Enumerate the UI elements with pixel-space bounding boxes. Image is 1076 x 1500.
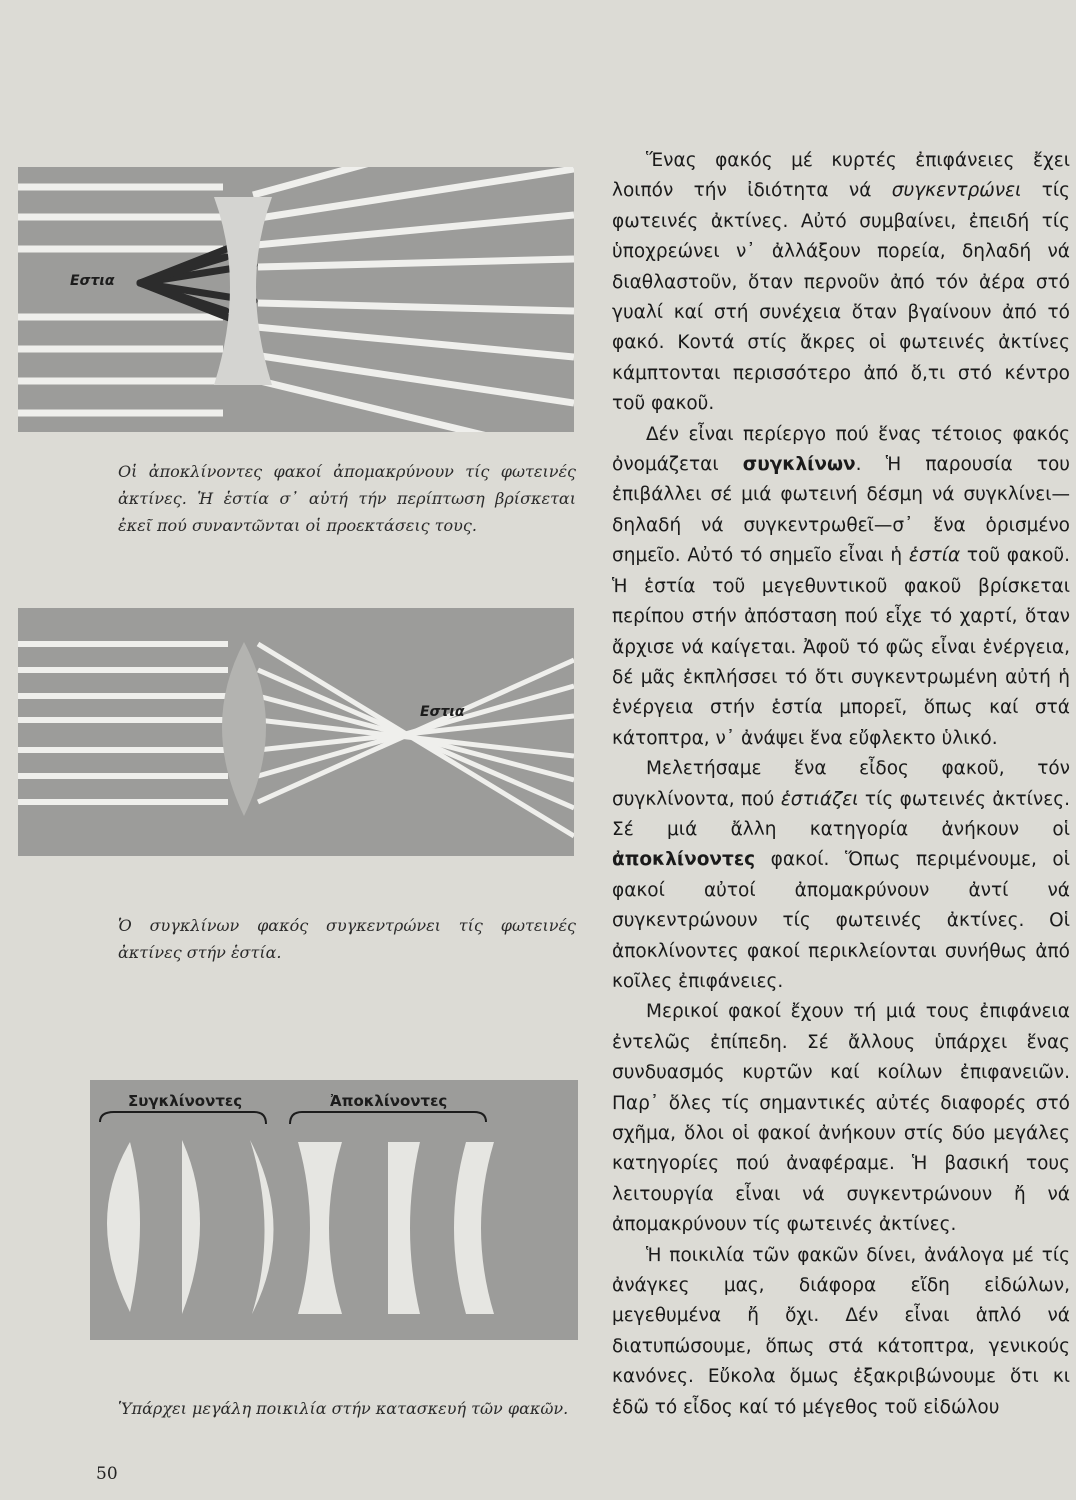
figure-diverging-lens (18, 167, 574, 432)
figure-lens-types (90, 1080, 578, 1340)
figure-converging-lens (18, 608, 574, 856)
convex-meniscus-lens (250, 1140, 274, 1314)
main-text (612, 146, 1070, 1423)
caption-diverging: Οἱ ἀποκλίνοντες φακοί ἀπομακρύνουν τίς φωτεινές ἀκτίνες. Ἡ ἑστία σ᾽ αὐτή τήν περίπτωση βρίσκεται ἐκεῖ πού συναντῶνται οἱ προεκτάσεις τους. (118, 462, 576, 535)
caption-converging: Ὁ συγκλίνων φακός συγκεντρώνει τίς φωτεινές ἀκτίνες στήν ἑστία. (118, 916, 576, 962)
plano-concave-lens (388, 1142, 420, 1314)
diverging-lens-shape (214, 197, 272, 385)
paragraph: Μελετήσαμε ἕνα εἶδος φακοῦ, τόν συγκλίνοντα, πού ἑστιάζει τίς φωτεινές ἀκτίνες. Σέ μιά ἄλλη κατηγορία ἀνήκουν οἱ ἀποκλίνοντες φακοί. Ὅπως περιμένουμε, οἱ φακοί αὐτοί ἀπομακρύνουν ἀντί νά συγκεντρώνουν τίς φωτεινές ἀκτίνες. Οἱ ἀποκλίνοντες φακοί περικλείονται συνήθως ἀπό κοῖλες ἐπιφάνειες. (612, 758, 1070, 992)
paragraph: Δέν εἶναι περίεργο πού ἕνας τέτοιος φακός ὀνομάζεται συγκλίνων. Ἡ παρουσία του ἐπιβάλλει σέ μιά φωτεινή δέσμη νά συγκλίνει—δηλαδή νά συγκεντρωθεῖ—σ᾽ ἕνα ὁρισμένο σημεῖο. Αὐτό τό σημεῖο εἶναι ἡ ἑστία τοῦ φακοῦ. Ἡ ἑστία τοῦ μεγεθυντικοῦ φακοῦ βρίσκεται περίπου στήν ἀπόσταση πού εἶχε τό χαρτί, ὅταν ἄρχισε νά καίγεται. Ἀφοῦ τό φῶς εἶναι ἐνέργεια, δέ μᾶς ἐκπλήσσει τό ὅτι συγκεντρωμένη αὐτή ἡ ἐνέργεια στήν ἑστία μπορεῖ, ὅπως καί στά κάτοπτρα, ν᾽ ἀνάψει ἕνα εὔφλεκτο ὑλικό. (612, 423, 1070, 749)
plano-convex-lens (182, 1140, 200, 1314)
focus-label: Εστια (420, 704, 465, 720)
paragraph: Μερικοί φακοί ἔχουν τή μιά τους ἐπιφάνεια ἐντελῶς ἐπίπεδη. Σέ ἄλλους ὑπάρχει ἕνας συνδυασμός κυρτῶν καί κοίλων ἐπιφανειῶν. Παρ᾽ ὅλες τίς σημαντικές αὐτές διαφορές στό σχῆμα, ὅλοι οἱ φακοί ἀνήκουν στίς δύο μεγάλες κατηγορίες πού ἀναφέραμε. Ἡ βασική τους λειτουργία εἶναι νά συγκεντρώνουν ἤ νά ἀπομακρύνουν τίς φωτεινές ἀκτίνες. (612, 1001, 1070, 1236)
page-number: 50 (96, 1464, 118, 1484)
label-converging: Συγκλίνοντες (128, 1092, 243, 1110)
caption-lens-types: Ὑπάρχει μεγάλη ποικιλία στήν κατασκευή τῶν φακῶν. (118, 1399, 569, 1418)
biconcave-lens (298, 1142, 342, 1314)
concave-meniscus-lens (454, 1142, 494, 1314)
biconvex-lens (107, 1142, 140, 1312)
paragraph: Ἡ ποικιλία τῶν φακῶν δίνει, ἀνάλογα μέ τίς ἀνάγκες μας, διάφορα εἴδη εἰδώλων, μεγεθυμένα ἤ ὄχι. Δέν εἶναι ἁπλό νά διατυπώσουμε, ὅπως στά κάτοπτρα, γενικούς κανόνες. Εὔκολα ὅμως ἐξακριβώνουμε ὅτι κι ἐδῶ τό εἶδος καί τό μέγεθος τοῦ εἰδώλου (612, 1244, 1070, 1418)
label-diverging: Ἀποκλίνοντες (330, 1092, 448, 1110)
focus-label: Εστια (70, 273, 115, 289)
paragraph: Ἕνας φακός μέ κυρτές ἐπιφάνειες ἔχει λοιπόν τήν ἰδιότητα νά συγκεντρώνει τίς φωτεινές ἀκτίνες. Αὐτό συμβαίνει, ἐπειδή τίς ὑποχρεώνει ν᾽ ἀλλάξουν πορεία, δηλαδή νά διαθλαστοῦν, ὅταν περνοῦν ἀπό τόν ἀέρα στό γυαλί καί στή συνέχεια ὅταν βγαίνουν ἀπό τό φακό. Κοντά στίς ἄκρες οἱ φωτεινές ἀκτίνες κάμπτονται περισσότερο ἀπό ὅ,τι στό κέντρο τοῦ φακοῦ. (612, 150, 1070, 415)
